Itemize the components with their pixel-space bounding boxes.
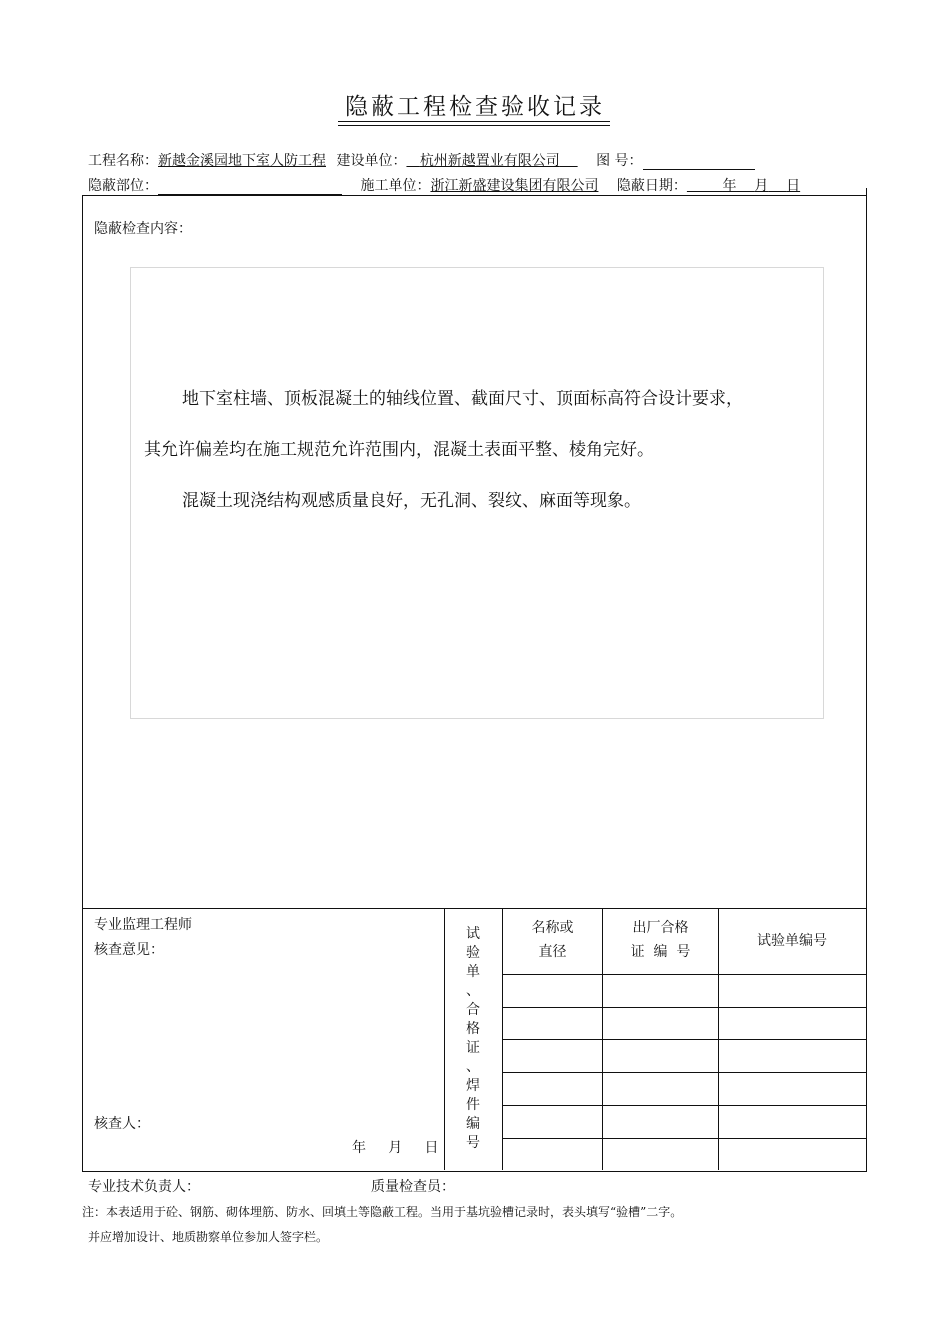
bottom-section-divider bbox=[82, 908, 867, 909]
hidden-date-label: 隐蔽日期： bbox=[616, 178, 687, 194]
side-label-char: 号 bbox=[466, 1135, 480, 1151]
content-line-2: 其允许偏差均在施工规范允许范围内，混凝土表面平整、棱角完好。 bbox=[144, 440, 654, 460]
col-name-diameter-line-1: 名称或 bbox=[531, 920, 574, 936]
hidden-date-month: 月 bbox=[754, 178, 769, 194]
table-divider-supervisor bbox=[444, 908, 445, 1170]
hidden-date-day: 日 bbox=[786, 178, 801, 194]
project-name-value: 新越金溪园地下室人防工程 bbox=[158, 153, 326, 169]
drawing-number-label: 图 号： bbox=[596, 153, 643, 169]
supervisor-title: 专业监理工程师 bbox=[94, 917, 192, 933]
side-label-char: 试 bbox=[466, 926, 480, 942]
header-row-1 bbox=[88, 150, 755, 170]
side-label-char: 格 bbox=[466, 1021, 480, 1037]
test-table-side-label bbox=[463, 925, 483, 1153]
hidden-part-blank[interactable] bbox=[158, 180, 342, 195]
supervisor-date bbox=[352, 1137, 439, 1157]
side-label-char: 编 bbox=[466, 1116, 480, 1132]
header-row-2 bbox=[88, 175, 800, 195]
quality-inspector-label: 质量检查员： bbox=[371, 1179, 455, 1195]
constructor-value: 浙江新盛建设集团有限公司 bbox=[430, 178, 599, 194]
tech-lead-label: 专业技术负责人： bbox=[88, 1179, 200, 1195]
content-line-1: 地下室柱墙、顶板混凝土的轴线位置、截面尺寸、顶面标高符合设计要求， bbox=[182, 389, 743, 409]
checker-label: 核查人： bbox=[94, 1116, 150, 1132]
side-label-char: 、 bbox=[466, 1059, 480, 1075]
project-name-label: 工程名称： bbox=[88, 153, 158, 169]
content-line-3: 混凝土现浇结构观感质量良好，无孔洞、裂纹、麻面等现象。 bbox=[182, 491, 641, 511]
frame-right-extension bbox=[866, 188, 867, 1171]
col-name-diameter-line-2: 直径 bbox=[538, 944, 567, 960]
col-test-number-header: 试验单编号 bbox=[757, 933, 827, 949]
supervisor-date-day: 日 bbox=[424, 1140, 439, 1156]
builder-label: 建设单位： bbox=[336, 153, 407, 169]
col-certificate-line-1: 出厂合格 bbox=[632, 920, 689, 936]
title-underline-bottom bbox=[338, 125, 610, 126]
builder-value: 杭州新越置业有限公司 bbox=[419, 153, 560, 169]
builder-value-wrap bbox=[406, 153, 577, 169]
col-name-diameter-cells[interactable] bbox=[503, 975, 602, 1170]
side-label-char: 合 bbox=[466, 1002, 480, 1018]
col-certificate-cells[interactable] bbox=[603, 975, 718, 1170]
title-underline-top bbox=[338, 121, 610, 122]
hidden-date-year: 年 bbox=[722, 178, 737, 194]
supervisor-opinion-label: 核查意见： bbox=[94, 942, 164, 958]
note-line-2: 并应增加设计、地质勘察单位参加人签字栏。 bbox=[88, 1230, 329, 1244]
col-name-diameter-header bbox=[503, 916, 602, 964]
side-label-char: 验 bbox=[466, 945, 480, 961]
col-certificate-header bbox=[603, 916, 718, 964]
drawing-number-blank[interactable] bbox=[643, 155, 755, 170]
note-line-1: 注：本表适用于砼、钢筋、砌体埋筋、防水、回填土等隐蔽工程。当用于基坑验槽记录时，表头填写“验槽”二字。 bbox=[82, 1205, 683, 1219]
col-certificate-line-2: 证 编 号 bbox=[630, 944, 691, 960]
constructor-label: 施工单位： bbox=[360, 178, 431, 194]
hidden-date-blank[interactable] bbox=[687, 178, 800, 194]
side-label-char: 焊 bbox=[466, 1078, 480, 1094]
supervisor-date-month: 月 bbox=[388, 1140, 403, 1156]
content-label: 隐蔽检查内容： bbox=[94, 221, 192, 237]
side-label-char: 、 bbox=[466, 983, 480, 999]
supervisor-date-year: 年 bbox=[352, 1140, 366, 1156]
side-label-char: 件 bbox=[466, 1097, 480, 1113]
hidden-part-label: 隐蔽部位： bbox=[88, 178, 158, 194]
page-title: 隐蔽工程检查验收记录 bbox=[345, 94, 605, 120]
side-label-char: 证 bbox=[466, 1040, 480, 1056]
side-label-char: 单 bbox=[466, 964, 480, 980]
col-test-number-cells[interactable] bbox=[719, 975, 865, 1170]
